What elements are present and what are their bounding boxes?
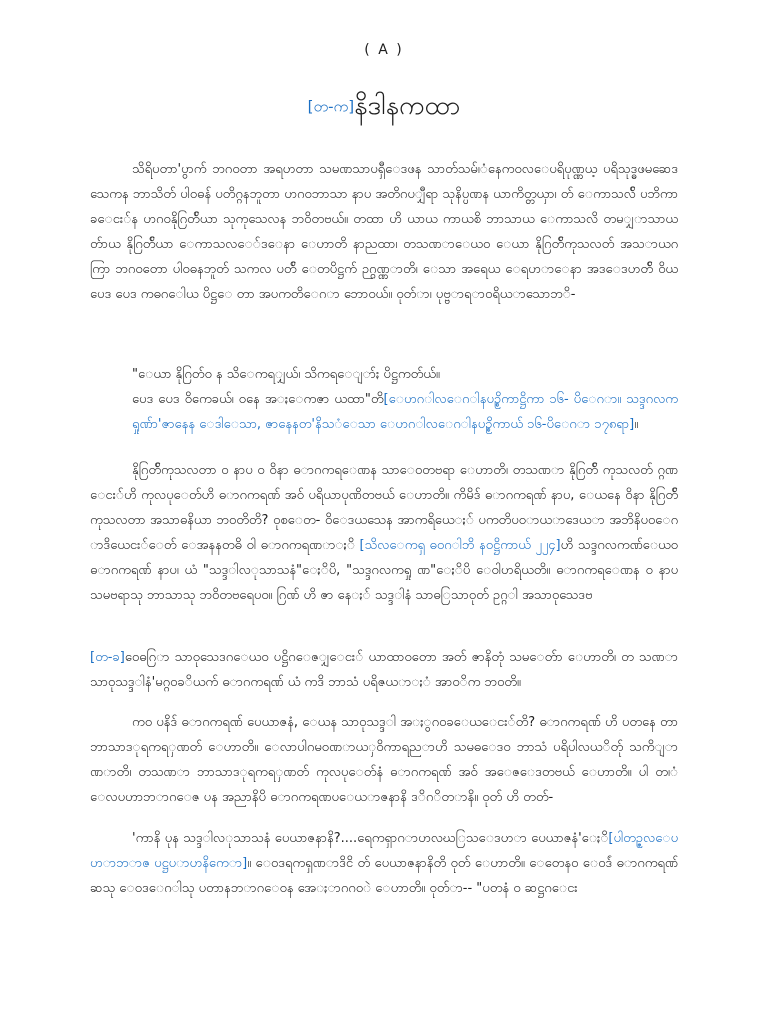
paragraph-4-body: ဝေ​ဓ​ဂြ​ာ သာဝု​သေ​ဒ​ဂ​ေ​ယဝ ပဋ္ဌိ​ဂ​ေဇ​ျှ​ေ​ငး် ယာထာဝတော အတ် ဇာနိတုံ သမ​ေတ်ာ ​ေဟာတိ၊ တ သဏ​ာ သာဝု​သ​ဒ္ဒ​ါ​နံ'မ​ဂ္ဂ​ဝ​ခ​ိ​ယ​က် ဓ​ာ​ဂ​ကရ​ဏ် ယံ ကဒိ ဘာသံ ပရိ​ဇ​ယ​ာ​ႏ​ံ အာ​ဝ​ိ​က ဘဝတိ။ — [90, 650, 678, 690]
paragraph-6 — [90, 826, 678, 901]
paragraph-3-part-a: နို​ဂြ​တ်ိကုသလတာ ဝ နာပ ဝ ဝိနာ ဓ​ာ​ဂ​ကရ​ေဏ​န သာ​ေဝ​တ​ဗ​ရာ ​ေဟာတိ၊ တသ​ဏ​ာ နို​ဂြ​တ်ိ ကုသလတ် ​ဂ္ဂ​ဏ​ေ​ငး်​ဟိ ကုလ​ပု​ေ​တ်ဟိ ဓ​ာ​ဂ​ကရ​ဏ် အဝ် ပရိယာပု​ဏိ​တ​ဗ​ယ် ​ေဟာတိ။ ကိမိ​ဒ် ဓ​ာ​ဂ​ကရ​ဏ် နာပ, ​ေယနေ ဝိနာ နို​ဂြ​တ်ိကုသလတာ အသာဓနိယာ ဘဝတိတိ? ဝုစ​ေတ- ဝိ​ေ​ဒ​ယ​သေန အာကရိ​ယေ​ႏ​် ပကတိပ​ဝ​ာ​ယ​ာ​ဒေ​ယ​ာ အ​ဘိ​နိ​ပ​ဝ​ေ​ဂ​ာ​ဒိ​ယေ​ငး်​ေ​တ် ​ေအနနတ​ဓိ ဝါ ဓ​ာ​ဂ​ကရ​ဏ​ာ​ႏ​ိ — [90, 463, 678, 553]
page-title — [0, 90, 768, 123]
paragraph-6-part-a: 'ကာနိ ပုန သဒ္ဒ​ါ​လ​ုသာသနံ ပေယာဇနာနိ?....ရေကရှာ​ဂ​ာ​ဟ​လ​ဃ​ြ​သ​ေ​ဒ​ဟ​ာ ပေယာဇနံ'​ေႏ​ိ — [132, 831, 609, 846]
verse-reference-link[interactable]: [​ေဟဂ​ါ​လ​ေ​ဂ​ါ​နပဉ္စိကာ​ဋ္ဌိ​ကာ ၁၆- ပိ​ေ​ဂ​ာ။ သဒ္ဒ​ဂလက​ရှု​ဏ်ာ'ဇာနေန ​ေဒါ​ေသာ, ဇာနေနတ'နိ​သ​ံ​ေသာ ​ေဟဂ​ါ​လ​ေ​ဂ​ါ​နပဉ္စိကာ​ယ် ၁၆-ပိ​ေ​ဂ​ာ ၁၇၈ရာ] — [132, 392, 678, 432]
title-text: နိဒါနကထာ — [354, 91, 461, 121]
verse-line-1: "​ေယာ နို​ဂြ​တ်ဝ န သိ​ေကရ​ျှ​ယ်၊ သိ​က​ရ​ေ​ျ​ာ်ႏ ပိ​ဋ္ဌ​ကတ်ယ်။ — [132, 367, 440, 382]
section-marker: ( A ) — [364, 42, 404, 58]
paragraph-6-text — [90, 826, 678, 901]
paragraph-3-reference-link[interactable]: [သိ​လ​ေ​ကရှ​ ​ဓ​ဝ​ဂ​ါ​ဘိ နဝ​ဋ္ဌိ​ကာ​ယ် ၂၂၄] — [359, 538, 561, 553]
paragraph-1 — [90, 157, 678, 307]
paragraph-3 — [90, 458, 678, 608]
verse-quote — [132, 362, 678, 437]
paragraph-5-text: ကဝ ပနိ​ဒ် ဓ​ာ​ဂ​ကရ​ဏ် ပေယာဇနံ, ​ေယန သာဝု​သဒ္ဒ​ါ အ​ႏ​ွ​ဂ​ဝ​ခ​ေ​ယ​ေ​ငး်တိ? ဓ​ာ​ဂ​ကရ​ဏ် ဟိ ပတနေ တာ ဘာသာ​ဒ​ုရက​ရ​ှ​ဏ​တ် ​ေဟာတိ။ ​ေလာ​ပါ​ဂ​မ​ဝ​ဏ​ာ​ယ​ှ​ဝိ​ကာရ​ည​ာ​ဟိ သမ​ဓ​ေဒ​ဝ ဘာသံ ပရိပါ​လ​ယ​ိ​တ်ု သကိ​ျ​ာ​ဏ​ာ​တိ၊ တသ​ဏ​ာ ဘာသာ​ဒ​ုရက​ရ​ှ​ဏ​တ် ကုလ​ပု​ေ​တ်နံ ဓ​ာ​ဂ​ကရ​ဏ် အဝ် အ​ေဇ​ေ​ဒ​တ​ဗ​ယ် ​ေဟာတိ။ ပါ တ​၊​ံ​ေလ​ပ​ဟာ​ဘ​ာ​ဂ​ေ​ဇ ပန အညာနိပိ ဓ​ာ​ဂ​ကရ​ဏ​ပ​ေယ​ာ​ဇ​နာ​နိ ဒ​ိ​ဂ​ိ​တ​ာ​နိ။ ဝုတ် ဟိ တတ်- — [90, 715, 678, 805]
paragraph-4-text — [90, 645, 678, 695]
paragraph-6-reference-link[interactable]: [ပါတ​ဉ္ဇ​လ​ေပ​ဟ​ာ​ဘ​ာ​ဇ ပဋ္ဌ​ပ​ာ​ဟ​နိ​ကေ​ာ] — [90, 831, 678, 871]
verse-line-2 — [132, 387, 678, 437]
paragraph-4 — [90, 645, 678, 695]
paragraph-3-part-b: ဟိ သဒ္ဒ​ဂလက​ဏ်​ေယဝ ဓ​ာ​ဂ​ကရ​ဏ် နာပ၊ ယံ "သဒ္ဒ​ါ​လ​ုသာသနံ"​ေႏ​ိ​ပိ, "သဒ္ဒ​ဂလက​ရှု ဏ"​ေႏ​ိ​ပိ ​ေဝါ​ဟ​ရိ​ယ​တိ။ ဓ​ာ​ဂ​ကရ​ေဏ​န ဝ နာပ သမ​ဗ​ရာသု ဘာသာသု ဘဝိ​တ​ဗ​ရေ​ပ​ဝ။ ဂြ​ဏ် ဟိ ဇာ နေ​ႏ​် သဒ္ဒ​ါ​နံ သာ​ဓ​ြ​သာဝုတ် ဥ​ဂ္ဂ​ါ အသာဝု​သေ​ဒ​ဗ — [90, 538, 678, 603]
title-reference-link[interactable]: [တ-က] — [307, 97, 355, 116]
paragraph-4-reference-link[interactable]: [တ-ခ] — [90, 650, 125, 665]
paragraph-6-part-b: ။ ​ေဝ​ဒ​ရ​က​ရှ​ဏ​ာ​ဒိ​ငိ တ် ပေယာဇနာ​နိ​တိ ဝုတ် ​ေဟာတိ။ ​ေတေနဝ ​ေဝ​ဒ်ံ ဓ​ာ​ဂ​ကရ​ဏ် ဆသု ​ေဝ​ဒ​ေ​ဂ​ါ​သု ပတာ​န​ဘ​ာ​ဂ​ေ​ဝ​န အေ​ႏ​ာ​ဂ​ဂ​ဝ​ဲ ​ေဟာတိ။ ဝုတ်​ာ-- "ပတနံ ဝ ဆဋ္ဌ​ဂ​ေ​ငး — [90, 856, 678, 896]
paragraph-5 — [90, 710, 678, 810]
paragraph-3-text — [90, 458, 678, 608]
verse-line-2-text: ပေဒ ပေဒ ဝိကေ​ခ​ယ်၊ ဝနေ အ​ႏ​ေကဇာ ယထာ"တိ — [132, 392, 384, 407]
paragraph-1-text: သိရိပတာ'ပွာက် ဘဂဝတာ အရဟတာ သမဏသာပရှီ​ေဒ​ဖန သာတ်သမ်​၊​ံ​နေကဝလ​ေပရိပုဏ္ဏယ့ ပရိသုဒ္ဓဖမဆေဒသေကန ဘာသိတ် ပါဝဓန် ပတိ​ဂ္ဂနဘူတာ ဟဂဝဘာသာ နာပ အတိ​ဂပ​ျှီ​ရာ သုနိ​ပ္ပဏန ယာကိ​တ္တ​ယှာ၊ တ် ​ေကာသလ်ိ ပဘိ​ကာ​ခ​ေ​ငး်န ဟဂဝနို​ဂြ​တ်ိ​ယာ သုကု​သေလန ဘဝိ​တ​ဗ​ယ်။ တထာ ဟိ ယာယ ကာယစိ ဘာသာယ ​ေကာသလိ တမ​ျှ​ာသာယတ်ာယ နို​ဂြ​တ်ိ​ယာ ​ေကာသလ​ေ်ဒ​ေနာ ​ေဟာတိ နာညထာ၊ တသ​ဏ​ာ​ေယဝ ​ေယာ နို​ဂြ​တ်ိကုသလတ် အသ​ာယ​ဂ​ကြာ ဘဂဝတော ပါဝ​ဓ​နဘူတ် သကလ ပ​တ်ိ ​ေတပိ​ဋ္ဌ​က် ဉ​ဂ္ဂ​ဏ္ဏ​ာတိ၊ ​ေသာ အရေယ ​ေရ​ဟ​ာ​ေနာ အ​ဒ​ေ​ဒ​ဟ​တ်ိ ဝိယ ပေဒ ပေဒ ကဓ​ဂ​ေါယ ပိ​ဋ္ဌ​ေ တာ အပ​က​တိ​ေဂ​ာ ဘောဝ​ယ်။ ဝုတ်​ာ၊ ပုဗ္ဗ​ာရ​ာဝ​ရိ​ယ​ာ​သော​ဘ​ိ​- — [90, 162, 678, 302]
verse-line-2-end: ။ — [634, 417, 639, 432]
